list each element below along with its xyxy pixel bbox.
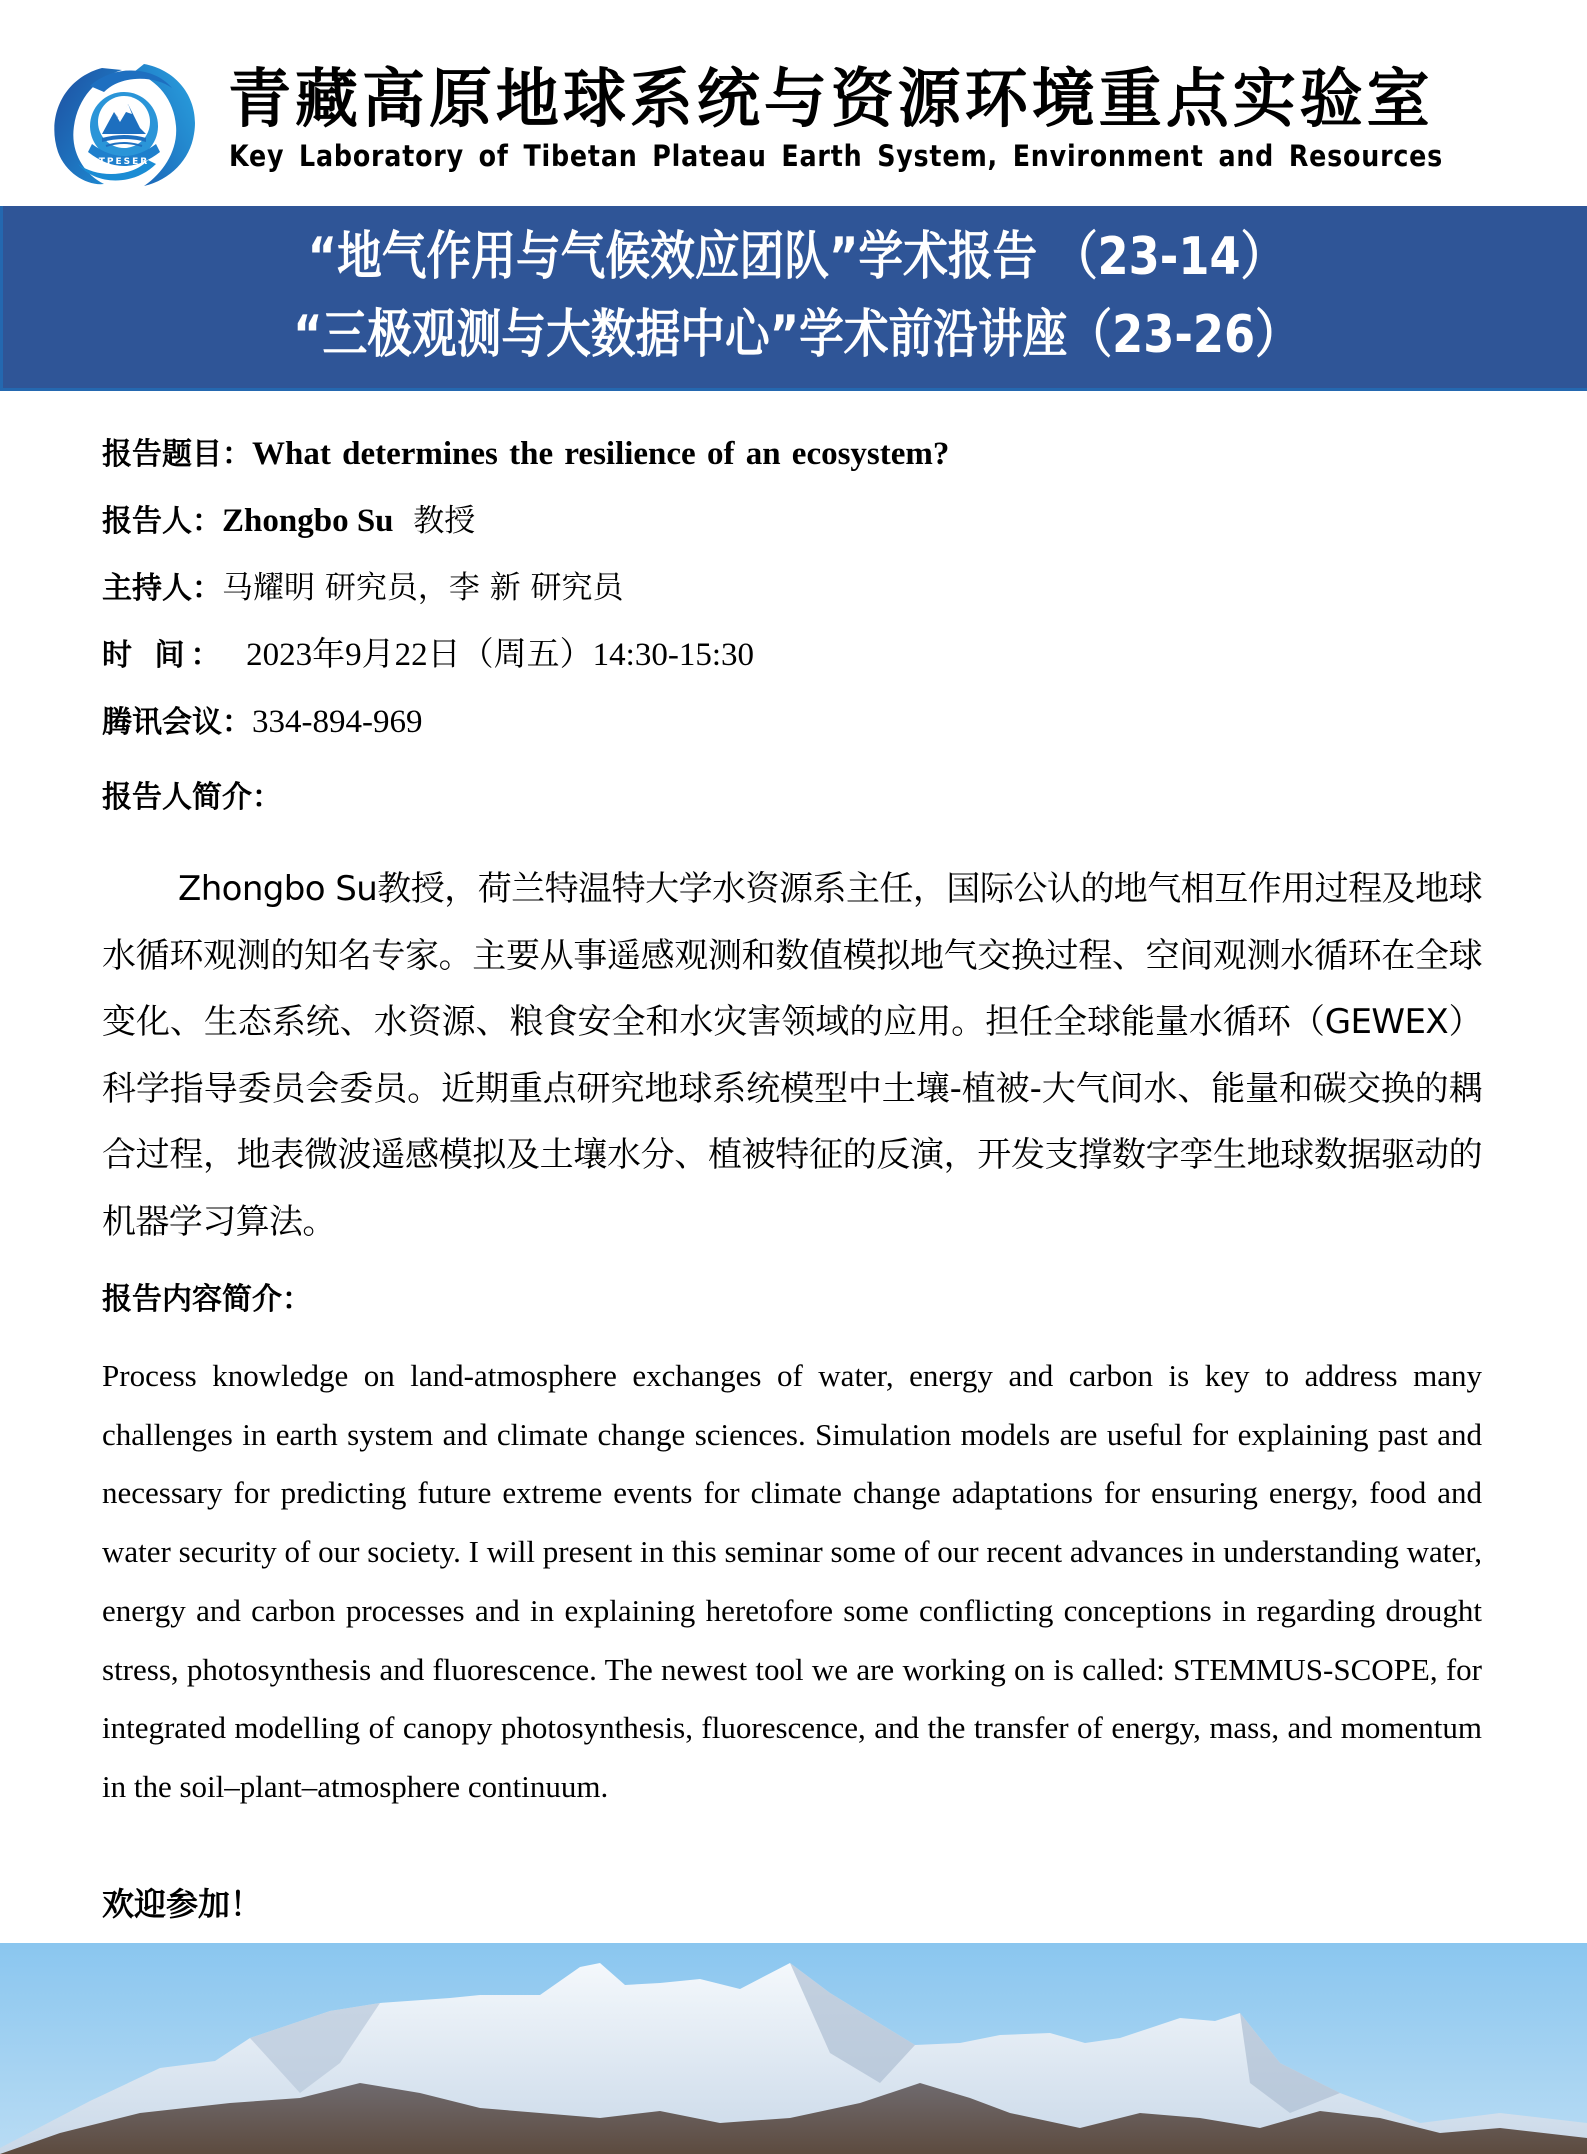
banner-title-line-2: “三极观测与大数据中心”学术前沿讲座（23-26） [293, 305, 1300, 365]
host-value: 马耀明 研究员，李 新 研究员 [222, 570, 624, 606]
time-row [102, 635, 754, 676]
speaker-name: Zhongbo Su [222, 503, 394, 539]
meeting-id[interactable]: 334-894-969 [252, 704, 423, 740]
lab-logo-icon [44, 56, 204, 192]
abstract-text: Process knowledge on land-atmosphere exchanges of water, energy and carbon is key to address many challenges in earth system and climate change sciences. Simulation models are useful for explaining past and necessary for predicting future extreme events for climate change adaptations for ensuring energy, food and water security of our society. I will present in this seminar some of our recent advances in understanding water, energy and carbon processes and in explaining heretofore some conflicting conceptions in regarding drought stress, photosynthesis and fluorescence. The newest tool we are working on is called: STEMMUS-SCOPE, for integrated modelling of canopy photosynthesis, fluorescence, and the transfer of energy, mass, and momentum in the soil–plant–atmosphere continuum. [102, 1358, 1482, 1804]
speaker-row [102, 501, 475, 542]
time-value: 2023年9月22日（周五）14:30-15:30 [246, 637, 754, 673]
speaker-label: 报告人： [102, 504, 222, 539]
time-label: 时 间： [102, 638, 227, 673]
welcome-text: 欢迎参加！ [102, 1885, 263, 1923]
bio-text: Zhongbo Su教授，荷兰特温特大学水资源系主任，国际公认的地气相互作用过程及地球水循环观测的知名专家。主要从事遥感观测和数值模拟地气交换过程、空间观测水循环在全球变化、生态系统、水资源、粮食安全和水灾害领域的应用。担任全球能量水循环（GEWEX）科学指导委员会委员。近期重点研究地球系统模型中土壤-植被-大气间水、能量和碳交换的耦合过程，地表微波遥感模拟及土壤水分、植被特征的反演，开发支撑数字孪生地球数据驱动的机器学习算法。 [102, 869, 1482, 1242]
mountain-photo [0, 1943, 1587, 2154]
meeting-label: 腾讯会议： [102, 705, 252, 740]
talk-title-label: 报告题目： [102, 437, 252, 472]
talk-title-value: What determines the resilience of an ecosystem? [252, 436, 950, 472]
meeting-row [102, 702, 422, 743]
banner-title-line-1: “地气作用与气候效应团队”学术报告 （23-14） [307, 227, 1286, 287]
lab-header [0, 0, 1587, 206]
event-banner [0, 206, 1587, 391]
lab-name-en: Key Laboratory of Tibetan Plateau Earth System, Environment and Resources [229, 139, 1444, 173]
bio-heading: 报告人简介： [102, 780, 282, 815]
host-row [102, 568, 624, 609]
svg-text:TPESER: TPESER [98, 157, 150, 167]
lab-name-cn: 青藏高原地球系统与资源环境重点实验室 [228, 63, 1434, 137]
host-label: 主持人： [102, 571, 222, 606]
abstract-heading: 报告内容简介： [102, 1282, 312, 1317]
speaker-title: 教授 [413, 503, 476, 539]
talk-title-row [102, 434, 949, 475]
